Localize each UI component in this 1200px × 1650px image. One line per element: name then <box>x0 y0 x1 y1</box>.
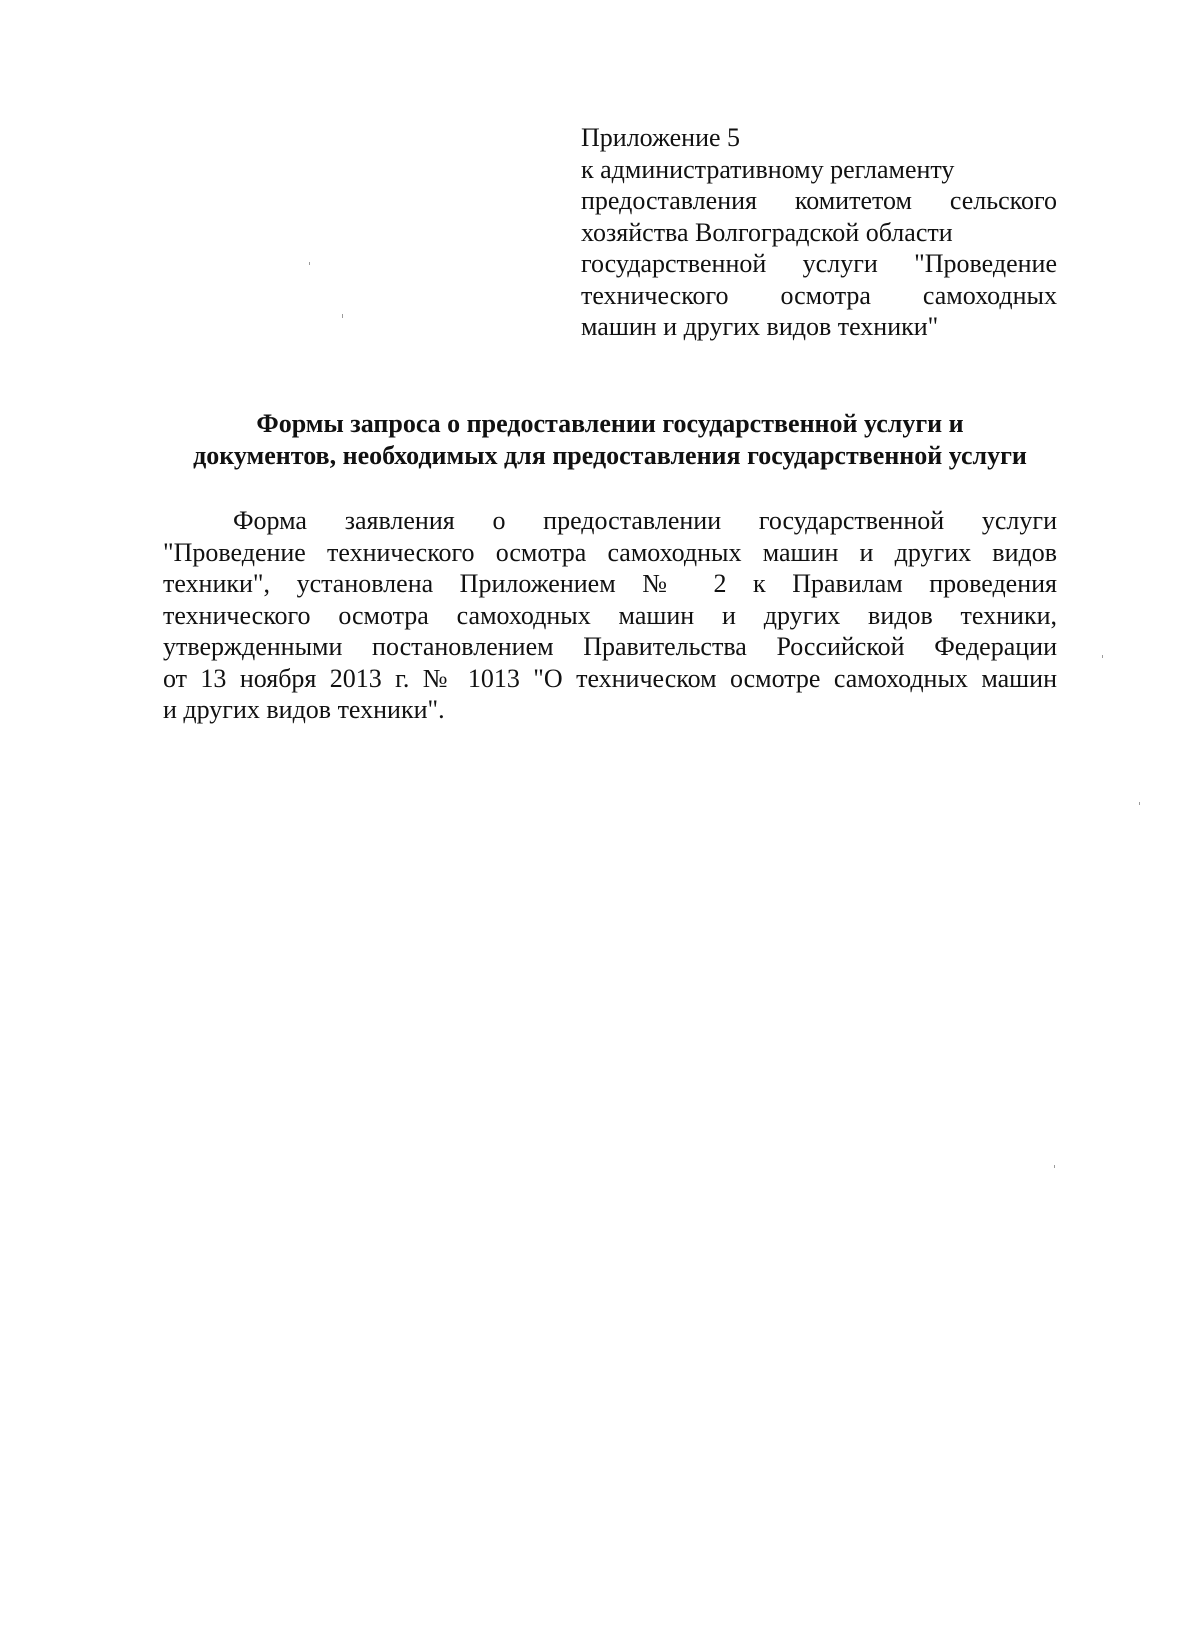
paragraph-line: технического осмотра самоходных машин и других видов техники, <box>163 600 1057 630</box>
scan-speck <box>342 314 343 318</box>
appendix-header <box>581 122 1057 343</box>
scan-speck <box>1054 1165 1055 1168</box>
body-paragraph <box>163 505 1057 726</box>
scan-speck <box>1102 655 1103 658</box>
appendix-line: Приложение 5 <box>581 123 741 152</box>
appendix-line: хозяйства Волгоградской области <box>581 217 953 247</box>
paragraph-line: "Проведение технического осмотра самоходных машин и других видов <box>163 537 1057 567</box>
appendix-line: к административному регламенту <box>581 154 955 184</box>
title-line: документов, необходимых для предоставления государственной услуги <box>193 440 1027 470</box>
paragraph-line: техники", установлена Приложением № 2 к Правилам проведения <box>163 569 1057 598</box>
document-title <box>150 408 1070 471</box>
scan-speck <box>309 262 310 265</box>
paragraph-line: и других видов техники". <box>163 695 445 724</box>
paragraph-line: утвержденными постановлением Правительства Российской Федерации <box>163 632 1057 661</box>
appendix-line: машин и других видов техники" <box>581 312 939 341</box>
paragraph-line: от 13 ноября 2013 г. № 1013 "О техническом осмотре самоходных машин <box>163 663 1057 693</box>
scan-speck <box>1139 802 1140 805</box>
appendix-line: технического осмотра самоходных <box>581 280 1057 310</box>
appendix-line: государственной услуги "Проведение <box>581 249 1057 278</box>
appendix-line: предоставления комитетом сельского <box>581 186 1057 215</box>
title-line: Формы запроса о предоставлении государственной услуги и <box>256 409 964 438</box>
paragraph-line: Форма заявления о предоставлении государственной услуги <box>233 506 1057 535</box>
